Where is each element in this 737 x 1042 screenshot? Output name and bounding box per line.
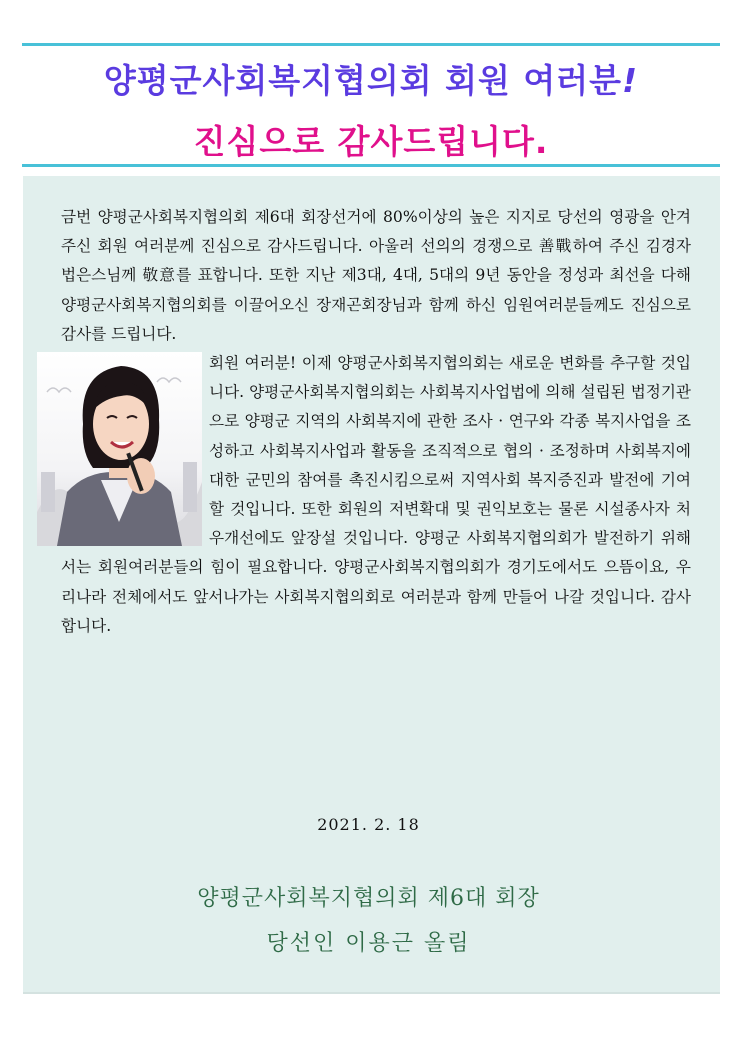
paragraph-1: 금번 양평군사회복지협의회 제6대 회장선거에 80%이상의 높은 지지로 당선의 영광을 안겨주신 회원 여러분께 진심으로 감사드립니다. 아울러 선의의 경쟁으로 善戰하여 주신 김경자 법은스님께 敬意를 표합니다. 또한 지난 제3대, 4대, 5대의 9년 동안을 정성과 최선을 다해 양평군사회복지협의회를 이끌어오신 장재곤회장님과 함께 하신 임원여러분들께도 진심으로 감사를 드립니다.: [61, 208, 691, 343]
portrait-photo: [37, 352, 202, 546]
paragraph-2: [61, 349, 691, 641]
paragraph-2-text: 회원 여러분! 이제 양평군사회복지협의회는 새로운 변화를 추구할 것입니다. 양평군사회복지협의회는 사회복지사업법에 의해 설립된 법정기관으로 양평군 지역의 사회복지에 관한 조사 · 연구와 각종 복지사업을 조성하고 사회복지사업과 활동을 조직적으로 협의 · 조정하며 사회복지에 대한 군민의 참여를 촉진시킴으로써 지역사회 복지증진과 발전에 기여할 것입니다. 또한 회원의 저변확대 및 권익보호는 물론 시설종사자 처우개선에도 앞장설 것입니다. 양평군 사회복지협의회가 발전하기 위해서는 회원여러분들의 힘이 필요합니다. 양평군사회복지협의회가 경기도에서도 으뜸이요, 우리나라 전체에서도 앞서나가는 사회복지협의회로 여러분과 함께 만들어 나갈 것입니다. 감사합니다.: [61, 354, 691, 635]
header-bottom-rule: [22, 164, 720, 167]
title-line2: 진심으로 감사드립니다.: [193, 122, 549, 161]
title-line1-text: 양평군사회복지협의회 회원 여러분: [103, 61, 623, 100]
header: [22, 43, 720, 169]
letter-date: 2021. 2. 18: [317, 815, 420, 834]
letter-body: [61, 203, 691, 641]
signature-name: 당선인 이용근 올림: [266, 931, 471, 956]
photo-float: [37, 352, 202, 546]
title-line1: [22, 55, 720, 102]
portrait-illustration: [37, 352, 202, 546]
title-line1-mark: !: [622, 61, 639, 100]
signature-title: 양평군사회복지협의회 제6대 회장: [197, 886, 540, 911]
header-top-rule: [22, 43, 720, 46]
